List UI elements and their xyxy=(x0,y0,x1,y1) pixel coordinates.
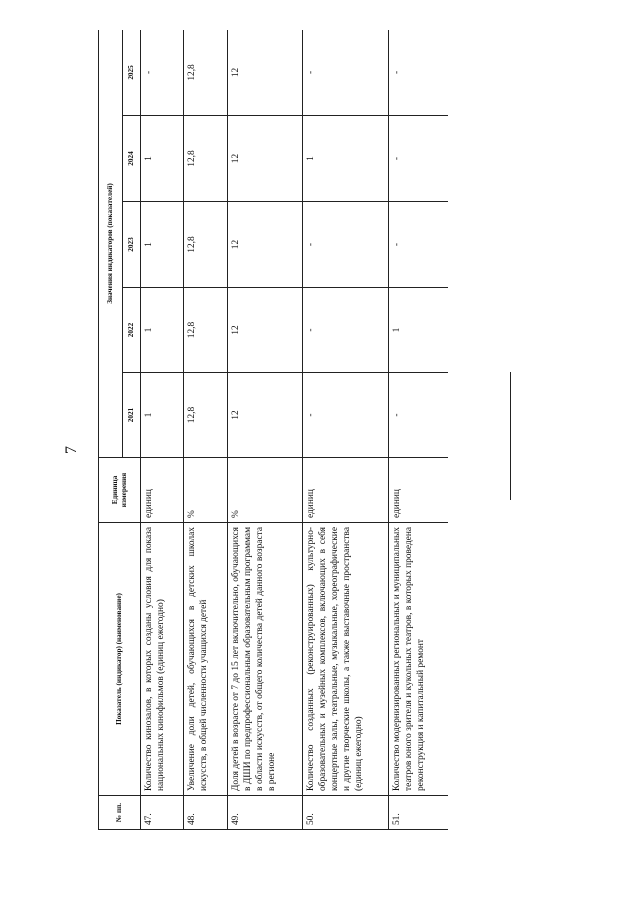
header-unit: Единица измерения xyxy=(99,458,141,523)
page-number: 7 xyxy=(63,446,80,454)
row-number: 47. xyxy=(141,796,184,830)
unit-cell: % xyxy=(228,458,303,523)
value-cell: 1 xyxy=(303,116,389,202)
indicator-name: Доля детей в возрасте от 7 до 15 лет включительно, обучающихся в ДШИ по предпрофессиональным образовательным программам в области искусств, от общего количества детей данного возраста в регионе xyxy=(228,523,303,796)
indicator-name: Количество созданных (реконструированных) культурно-образовательных и музейных комплексов, включающих в себя концертные залы, театральные, музыкальные, хореографические и другие творческие школы, а также выставочные пространства (единиц ежегодно) xyxy=(303,523,389,796)
unit-cell: единиц xyxy=(141,458,184,523)
table-row xyxy=(303,30,389,830)
header-year: 2024 xyxy=(123,116,141,202)
value-cell: - xyxy=(389,116,449,202)
value-cell: 12,8 xyxy=(184,202,228,288)
value-cell: 1 xyxy=(141,288,184,373)
value-cell: - xyxy=(303,288,389,373)
header-year: 2022 xyxy=(123,288,141,373)
value-cell: 1 xyxy=(141,373,184,458)
row-number: 48. xyxy=(184,796,228,830)
value-cell: - xyxy=(141,30,184,116)
value-cell: - xyxy=(389,30,449,116)
row-number: 50. xyxy=(303,796,389,830)
row-number: 49. xyxy=(228,796,303,830)
value-cell: 12 xyxy=(228,116,303,202)
indicator-name: Количество кинозалов, в которых созданы условия для показа национальных кинофильмов (единиц ежегодно) xyxy=(141,523,184,796)
unit-cell: единиц xyxy=(389,458,449,523)
value-cell: 12,8 xyxy=(184,373,228,458)
header-year: 2025 xyxy=(123,30,141,116)
value-cell: - xyxy=(303,30,389,116)
value-cell: - xyxy=(303,202,389,288)
value-cell: - xyxy=(389,373,449,458)
header-year: 2021 xyxy=(123,373,141,458)
table-row xyxy=(184,30,228,830)
indicator-name: Количество модернизированных региональных и муниципальных театров юного зрителя и кукольных театров, в которых проведена реконструкция и капитальный ремонт xyxy=(389,523,449,796)
indicators-table xyxy=(98,30,448,830)
value-cell: 12,8 xyxy=(184,288,228,373)
indicator-name: Увеличение доли детей, обучающихся в детских школах искусств, в общей численности учащихся детей xyxy=(184,523,228,796)
header-num: № пп. xyxy=(99,796,141,830)
value-cell: - xyxy=(389,202,449,288)
value-cell: 12,8 xyxy=(184,30,228,116)
header-values-group: Значения индикаторов (показателей) xyxy=(99,30,123,458)
header-year: 2023 xyxy=(123,202,141,288)
value-cell: 1 xyxy=(141,116,184,202)
unit-cell: единиц xyxy=(303,458,389,523)
rotated-table-wrapper xyxy=(98,30,448,830)
signature-divider-line xyxy=(510,372,511,500)
unit-cell: % xyxy=(184,458,228,523)
row-number: 51. xyxy=(389,796,449,830)
value-cell: 1 xyxy=(141,202,184,288)
value-cell: 12 xyxy=(228,202,303,288)
value-cell: 12 xyxy=(228,30,303,116)
table-row xyxy=(389,30,449,830)
table-row xyxy=(141,30,184,830)
value-cell: - xyxy=(303,373,389,458)
header-indicator-name: Показатель (индикатор) (наименование) xyxy=(99,523,141,796)
table-row xyxy=(228,30,303,830)
value-cell: 12 xyxy=(228,288,303,373)
value-cell: 12 xyxy=(228,373,303,458)
value-cell: 12,8 xyxy=(184,116,228,202)
value-cell: 1 xyxy=(389,288,449,373)
